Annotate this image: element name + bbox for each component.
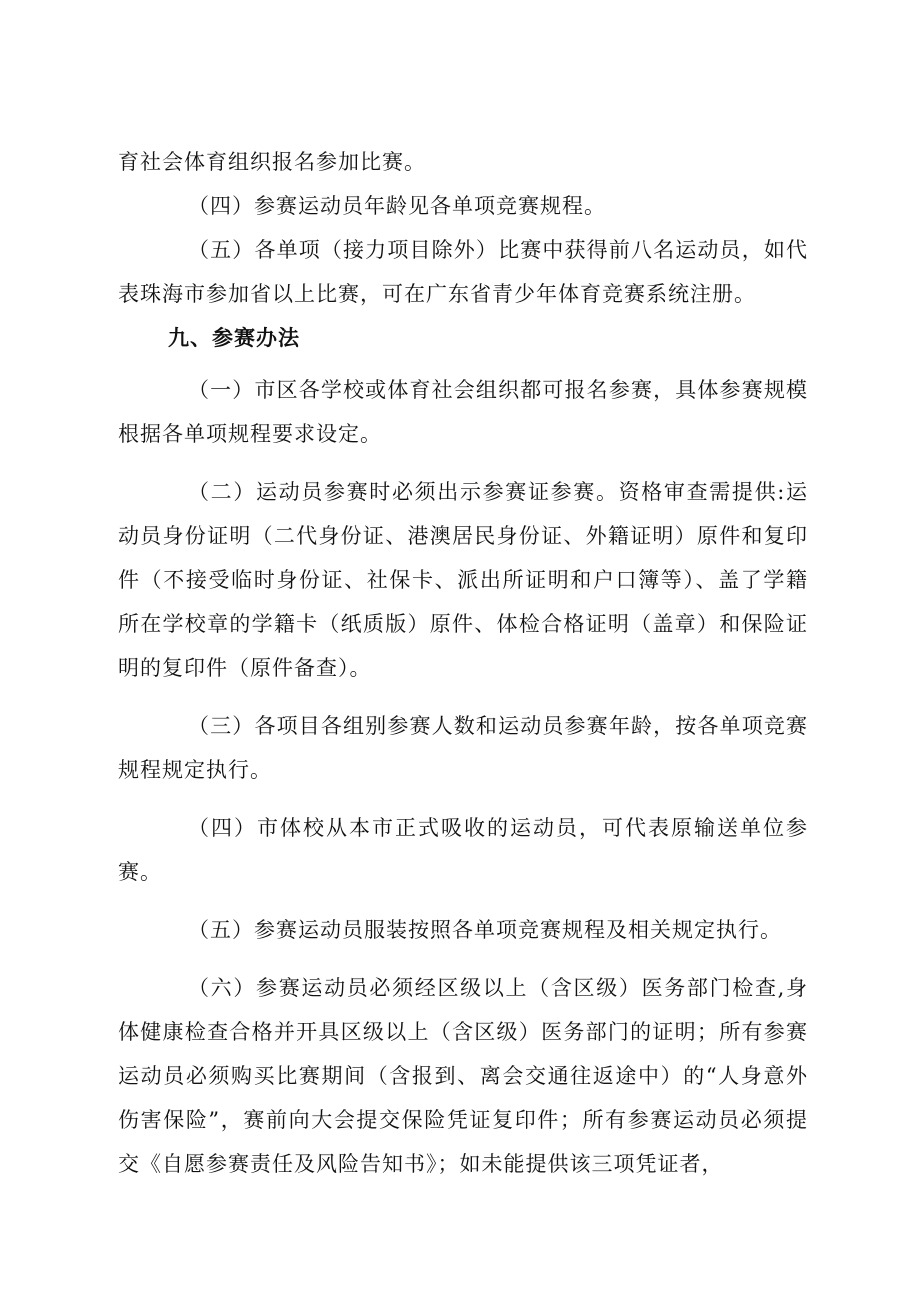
section-heading: 九、参赛办法: [168, 326, 300, 350]
paragraph-group-numbers: （三）各项目各组别参赛人数和运动员参赛年龄，按各单项竞赛规程规定执行。: [118, 714, 808, 782]
paragraph-continuation: 育社会体育组织报名参加比赛。: [118, 150, 426, 174]
paragraph-qualification-documents: （二）运动员参赛时必须出示参赛证参赛。资格审查需提供:运动员身份证明（二代身份证、港澳居民身份证、外籍证明）原件和复印件（不接受临时身份证、社保卡、派出所证明和户口簿等）、盖了学籍所在学校章的学籍卡（纸质版）原件、体检合格证明（盖章）和保险证明的复印件（原件备查）。: [118, 480, 808, 680]
document-page: [118, 140, 808, 1186]
paragraph-registration: （一）市区各学校或体育社会组织都可报名参赛，具体参赛规模根据各单项规程要求设定。: [118, 378, 808, 446]
paragraph-age-rule: （四）参赛运动员年龄见各单项竞赛规程。: [188, 194, 606, 218]
paragraph-top-eight-registration: （五）各单项（接力项目除外）比赛中获得前八名运动员，如代表珠海市参加省以上比赛，可在广东省青少年体育竞赛系统注册。: [118, 238, 808, 306]
paragraph-uniform-rules: （五）参赛运动员服装按照各单项竞赛规程及相关规定执行。: [188, 918, 782, 942]
paragraph-medical-insurance: （六）参赛运动员必须经区级以上（含区级）医务部门检查,身体健康检查合格并开具区级以上（含区级）医务部门的证明；所有参赛运动员必须购买比赛期间（含报到、离会交通往返途中）的“人身意外伤害保险”，赛前向大会提交保险凭证复印件；所有参赛运动员必须提交《自愿参赛责任及风险告知书》；如未能提供该三项凭证者，: [118, 976, 808, 1176]
paragraph-sports-school-athletes: （四）市体校从本市正式吸收的运动员，可代表原输送单位参赛。: [118, 816, 808, 884]
